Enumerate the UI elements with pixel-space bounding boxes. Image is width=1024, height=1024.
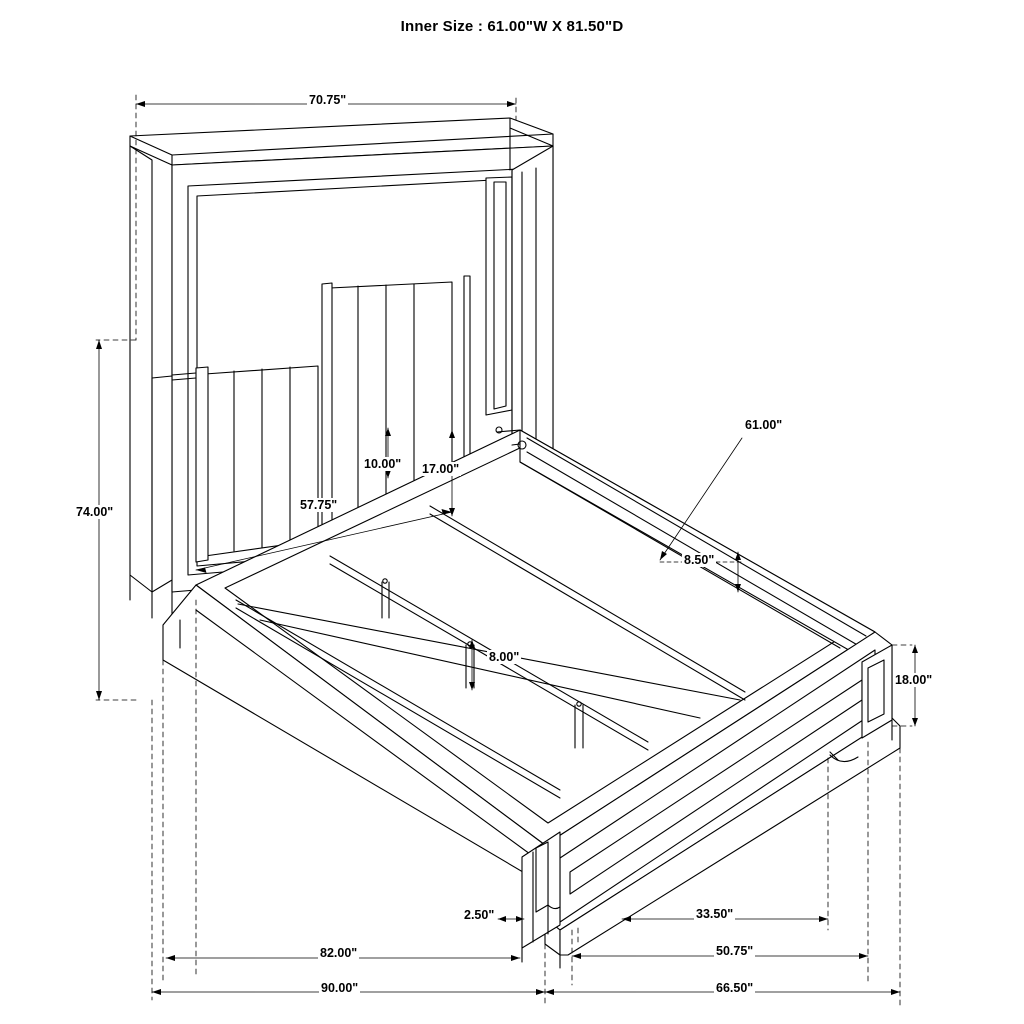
dimension-label-headboard-panel-width: 57.75" (300, 498, 338, 512)
dimension-label-mattress-width: 61.00" (745, 418, 783, 432)
dimension-label-side-rail-length: 82.00" (320, 946, 358, 960)
dimension-label-footboard-center-width: 33.50" (696, 907, 734, 921)
dimension-label-foot-trim-depth: 2.50" (464, 908, 495, 922)
dimension-label-overall-width: 66.50" (716, 981, 754, 995)
dimension-label-panel-inset-small: 10.00" (364, 457, 402, 471)
dimension-label-overall-height: 74.00" (76, 505, 114, 519)
dimension-label-slat-support-height: 8.00" (489, 650, 520, 664)
dimension-label-rail-height: 8.50" (684, 553, 715, 567)
dimension-label-headboard-top-width: 70.75" (309, 93, 347, 107)
page-title: Inner Size : 61.00"W X 81.50"D (400, 18, 624, 35)
dimension-label-footboard-height: 18.00" (895, 673, 933, 687)
dimension-label-footboard-panel-width: 50.75" (716, 944, 754, 958)
dimension-label-overall-length: 90.00" (321, 981, 359, 995)
dimension-label-panel-inset-large: 17.00" (422, 462, 460, 476)
